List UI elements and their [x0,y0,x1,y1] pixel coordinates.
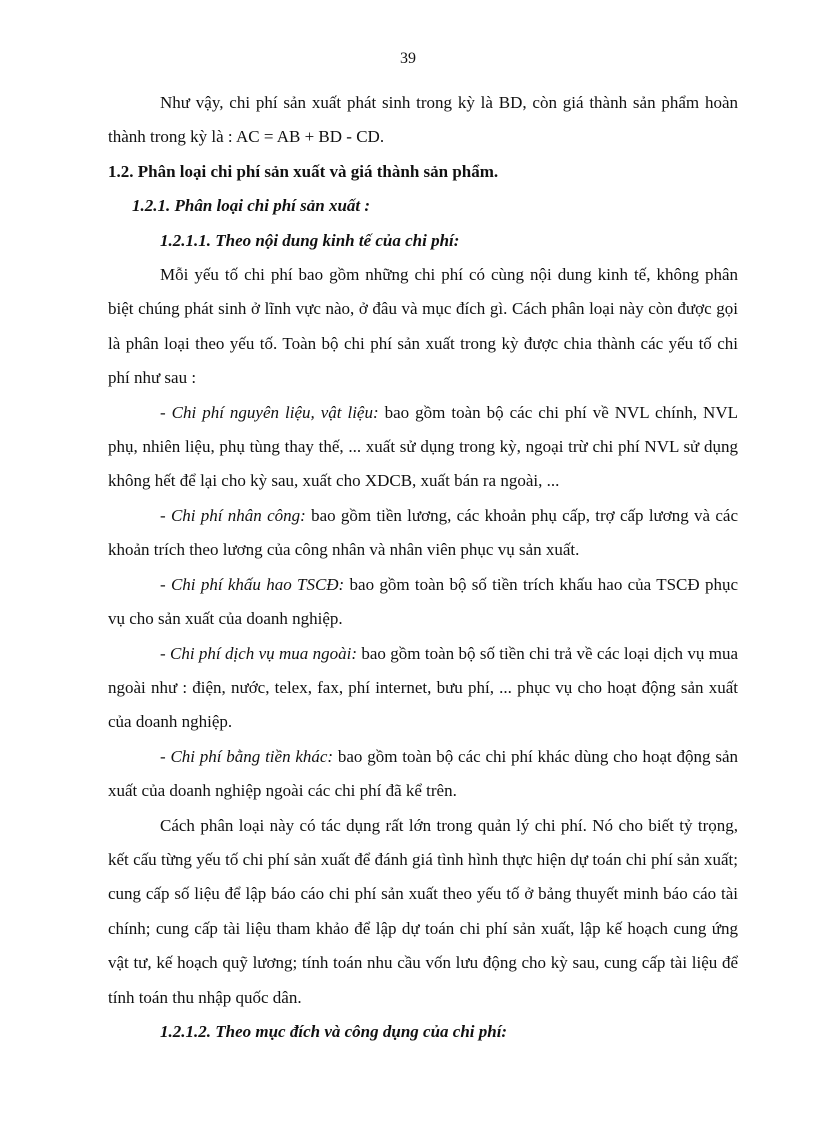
heading-1-2-1-2: 1.2.1.2. Theo mục đích và công dụng của chi phí: [160,1021,508,1041]
heading-1-2-1-1: 1.2.1.1. Theo nội dung kinh tế của chi phí: [160,230,460,250]
cost-item-labor [108,499,738,568]
cost-item-term: - Chi phí bằng tiền khác: [160,746,334,766]
cost-item-materials [108,396,738,499]
cost-item-text: bao gồm toàn bộ các chi phí về NVL chính, NVL phụ, nhiên liệu, phụ tùng thay thế, ... xuất sử dụng trong kỳ, ngoại trừ chi phí NVL sử dụng không hết để lại cho kỳ sau, xuất cho XDCB, xuất bán ra ngoài, ... [108,402,738,491]
cost-item-depreciation [108,568,738,637]
cost-item-text: bao gồm tiền lương, các khoản phụ cấp, trợ cấp lương và các khoản trích theo lương của công nhân và nhân viên phục vụ sản xuất. [108,505,738,560]
paragraph-definition: Mỗi yếu tố chi phí bao gồm những chi phí có cùng nội dung kinh tế, không phân biệt chúng phát sinh ở lĩnh vực nào, ở đâu và mục đích gì. Cách phân loại này còn được gọi là phân loại theo yếu tố. Toàn bộ chi phí sản xuất trong kỳ được chia thành các yếu tố chi phí như sau : [108,265,738,388]
heading-1-2-1: 1.2.1. Phân loại chi phí sản xuất : [132,196,371,216]
cost-item-text: bao gồm toàn bộ các chi phí khác dùng cho hoạt động sản xuất của doanh nghiệp ngoài các chi phí đã kể trên. [108,746,738,801]
page-number: 39 [400,50,416,67]
paragraph-purpose: Cách phân loại này có tác dụng rất lớn trong quản lý chi phí. Nó cho biết tỷ trọng, kết cấu từng yếu tố chi phí sản xuất để đánh giá tình hình thực hiện dự toán chi phí sản xuất; cung cấp số liệu để lập báo cáo chi phí sản xuất theo yếu tố ở bảng thuyết minh báo cáo tài chính; cung cấp tài liệu tham khảo để lập dự toán chi phí sản xuất, lập kế hoạch cung ứng vật tư, kế hoạch quỹ lương; tính toán nhu cầu vốn lưu động cho kỳ sau, cung cấp tài liệu để tính toán thu nhập quốc dân. [108,815,738,1007]
heading-1-2: 1.2. Phân loại chi phí sản xuất và giá thành sản phẩm. [108,161,499,181]
cost-item-services [108,637,738,740]
cost-item-term: - Chi phí dịch vụ mua ngoài: [160,643,358,663]
cost-item-text: bao gồm toàn bộ số tiền chi trả về các loại dịch vụ mua ngoài như : điện, nước, telex, fax, phí internet, bưu phí, ... phục vụ cho hoạt động sản xuất của doanh nghiệp. [108,643,738,732]
page-content [108,86,738,1049]
cost-item-text: bao gồm toàn bộ số tiền trích khấu hao của TSCĐ phục vụ cho sản xuất của doanh nghiệp. [108,574,739,629]
cost-item-term: - Chi phí nguyên liệu, vật liệu: [160,402,379,422]
cost-item-term: - Chi phí khấu hao TSCĐ: [160,574,345,594]
paragraph-intro: Như vậy, chi phí sản xuất phát sinh trong kỳ là BD, còn giá thành sản phẩm hoàn thành trong kỳ là : AC = AB + BD - CD. [108,93,738,147]
cost-item-other [108,740,738,809]
cost-item-term: - Chi phí nhân công: [160,505,306,525]
